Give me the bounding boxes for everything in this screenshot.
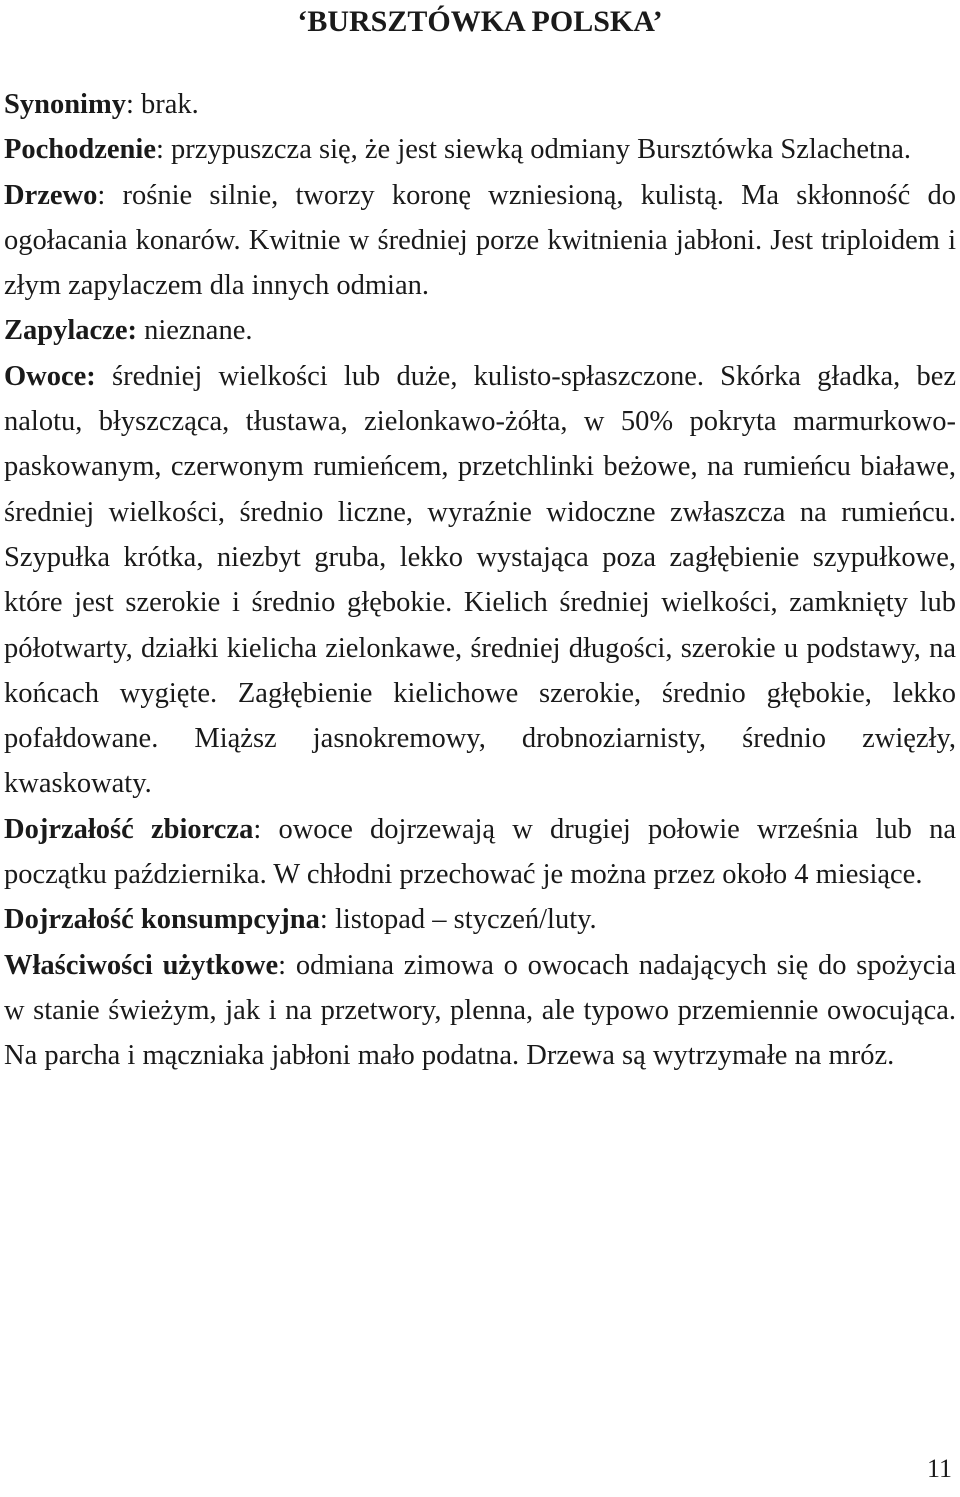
sep-dojrzalosc-zbiorcza: : <box>253 813 279 845</box>
label-dojrzalosc-zbiorcza: Dojrzałość zbiorcza <box>4 813 254 845</box>
text-owoce: średniej wielkości lub duże, kulisto-spłaszczone. Skórka gładka, bez nalotu, błyszcząca, tłustawa, zielonkawo-żółta, w 50% pokryta marmurkowo-paskowanym, czerwonym rumieńcem, przetchlinki beżowe, na rumieńcu białawe, średniej wielkości, średnio liczne, wyraźnie widoczne zwłaszcza na rumieńcu. Szypułka krótka, niezbyt gruba, lekko wystająca poza zagłębienie szypułkowe, które jest szerokie i średnio głębokie. Kielich średniej wielkości, zamknięty lub półotwarty, działki kielicha zielonkawe, średniej długości, szerokie u podstawy, na końcach wygięte. Zagłębienie kielichowe szerokie, średnio głębokie, lekko pofałdowane. Miąższ jasnokremowy, drobnoziarnisty, średnio zwięzły, kwaskowaty. <box>4 360 956 800</box>
section-dojrzalosc-konsumpcyjna <box>4 897 956 942</box>
section-synonimy <box>4 82 956 127</box>
text-drzewo: rośnie silnie, tworzy koronę wzniesioną, kulistą. Ma skłonność do ogołacania konarów. Kwitnie w średniej porze kwitnienia jabłoni. Jest triploidem i złym zapylaczem dla innych odmian. <box>4 179 956 302</box>
label-wlasciwosci-uzytkowe: Właściwości użytkowe <box>4 949 279 981</box>
label-drzewo: Drzewo <box>4 179 98 211</box>
section-zapylacze <box>4 308 956 353</box>
text-dojrzalosc-zbiorcza: owoce dojrzewają w drugiej połowie września lub na początku października. W chłodni przechować je można przez około 4 miesiące. <box>4 813 956 891</box>
sep-drzewo: : <box>97 179 123 211</box>
variety-description <box>4 82 956 1079</box>
section-wlasciwosci-uzytkowe <box>4 943 956 1079</box>
sep-pochodzenie: : <box>155 134 172 166</box>
section-pochodzenie <box>4 127 956 172</box>
sep-dojrzalosc-konsumpcyjna: : <box>319 904 335 936</box>
label-owoce: Owoce: <box>4 360 96 392</box>
section-drzewo <box>4 173 956 309</box>
text-synonimy: brak. <box>141 89 199 120</box>
section-owoce <box>4 354 956 807</box>
label-pochodzenie: Pochodzenie <box>4 134 156 166</box>
section-dojrzalosc-zbiorcza <box>4 807 956 898</box>
text-pochodzenie: przypuszcza się, że jest siewką odmiany Bursztówka Szlachetna. <box>171 134 911 166</box>
label-dojrzalosc-konsumpcyjna: Dojrzałość konsumpcyjna <box>4 904 320 936</box>
text-dojrzalosc-konsumpcyjna: listopad – styczeń/luty. <box>334 904 597 936</box>
sep-owoce <box>96 361 112 392</box>
text-wlasciwosci-uzytkowe: odmiana zimowa o owocach nadających się do spożycia w stanie świeżym, jak i na przetwory, plenna, ale typowo przemiennie owocująca. Na parcha i mączniaka jabłoni mało podatna. Drzewa są wytrzymałe na mróz. <box>4 949 957 1072</box>
document-title: ‘BURSZTÓWKA POLSKA’ <box>297 5 663 38</box>
text-zapylacze: nieznane. <box>144 315 253 347</box>
sep-synonimy: : <box>125 89 142 120</box>
label-synonimy: Synonimy <box>4 89 126 120</box>
page-number: 11 <box>926 1454 952 1483</box>
sep-wlasciwosci-uzytkowe: : <box>278 949 296 981</box>
label-zapylacze: Zapylacze: <box>4 315 137 347</box>
